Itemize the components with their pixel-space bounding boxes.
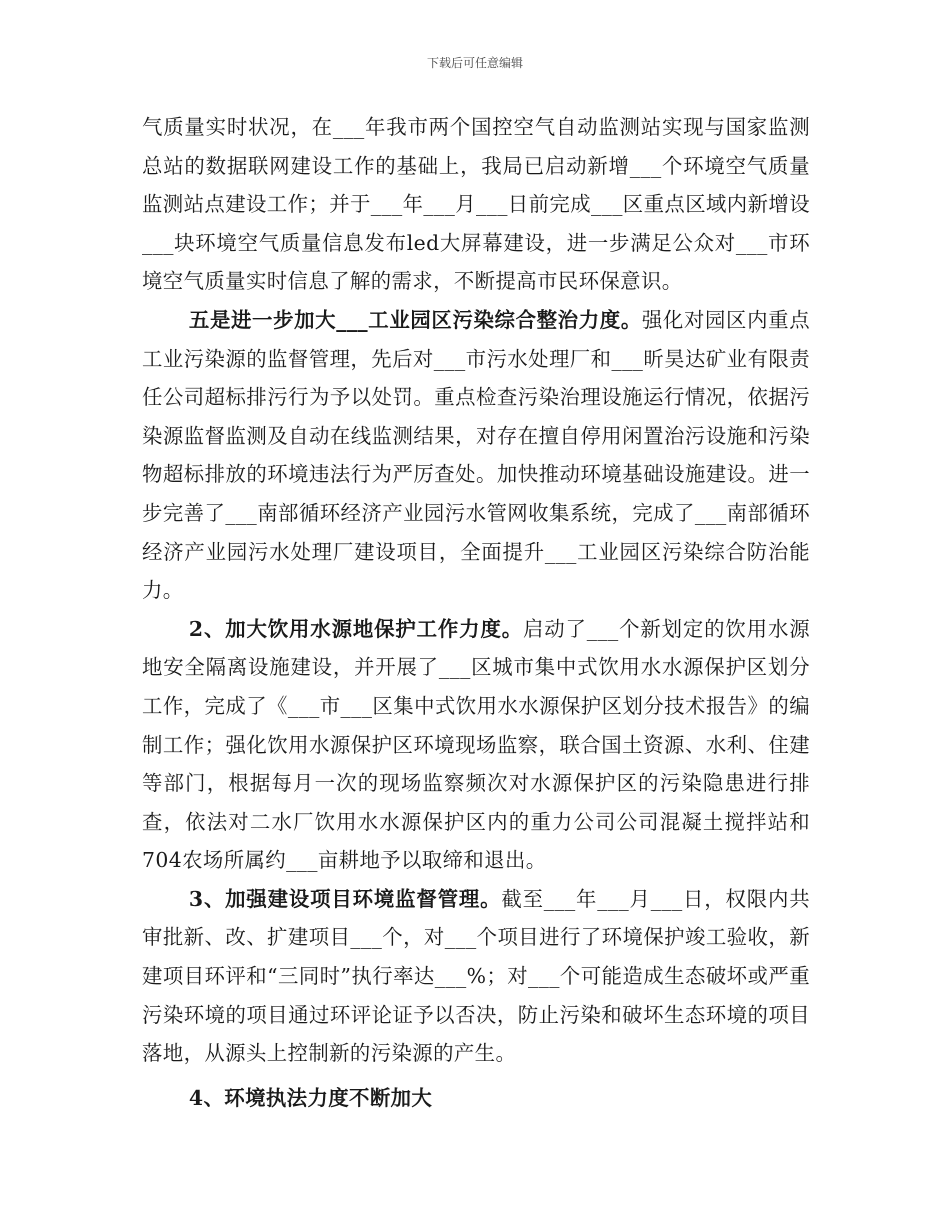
paragraph-water-source bbox=[142, 610, 810, 880]
paragraph-lead: 2、加大饮用水源地保护工作力度。 bbox=[188, 616, 523, 641]
paragraph-lead: 3、加强建设项目环境监督管理。 bbox=[188, 886, 502, 911]
section-heading: 4、环境执法力度不断加大 bbox=[188, 1085, 433, 1110]
paragraph-lead: 五是进一步加大___工业园区污染综合整治力度。 bbox=[188, 307, 642, 332]
document-body bbox=[142, 108, 810, 1117]
paragraph-air-quality bbox=[142, 108, 810, 301]
paragraph-text: 启动了___个新划定的饮用水源地安全隔离设施建设，并开展了___区城市集中式饮用水水源保护区划分工作，完成了《___市___区集中式饮用水水源保护区划分技术报告》的编制工作；强化饮用水源保护区环境现场监察，联合国土资源、水利、住建等部门，根据每月一次的现场监察频次对水源保护区的污染隐患进行排查，依法对二水厂饮用水水源保护区内的重力公司公司混凝土搅拌站和704农场所属约___亩耕地予以取缔和退出。 bbox=[142, 616, 810, 873]
page-header: 下载后可任意编辑 bbox=[426, 56, 523, 70]
paragraph-text: 气质量实时状况，在___年我市两个国控空气自动监测站实现与国家监测总站的数据联网建设工作的基础上，我局已启动新增___个环境空气质量监测站点建设工作；并于___年___月___日前完成___区重点区域内新增设___块环境空气质量信息发布led大屏幕建设，进一步满足公众对___市环境空气质量实时信息了解的需求，不断提高市民环保意识。 bbox=[142, 115, 810, 294]
paragraph-industrial-park bbox=[142, 301, 810, 610]
paragraph-text: 截至___年___月___日，权限内共审批新、改、扩建项目___个，对___个项目进行了环境保护竣工验收，新建项目环评和“三同时”执行率达___%；对___个可能造成生态破坏或严重污染环境的项目通过环评论证予以否决，防止污染和破坏生态环境的项目落地，从源头上控制新的污染源的产生。 bbox=[142, 886, 811, 1066]
paragraph-text: 强化对园区内重点工业污染源的监督管理，先后对___市污水处理厂和___昕昊达矿业有限责任公司超标排污行为予以处罚。重点检查污染治理设施运行情况，依据污染源监督监测及自动在线监测结果，对存在擅自停用闲置治污设施和污染物超标排放的环境违法行为严厉查处。加快推动环境基础设施建设。进一步完善了___南部循环经济产业园污水管网收集系统，完成了___南部循环经济产业园污水处理厂建设项目，全面提升___工业园区污染综合防治能力。 bbox=[142, 307, 810, 603]
paragraph-project-supervision bbox=[142, 880, 810, 1073]
